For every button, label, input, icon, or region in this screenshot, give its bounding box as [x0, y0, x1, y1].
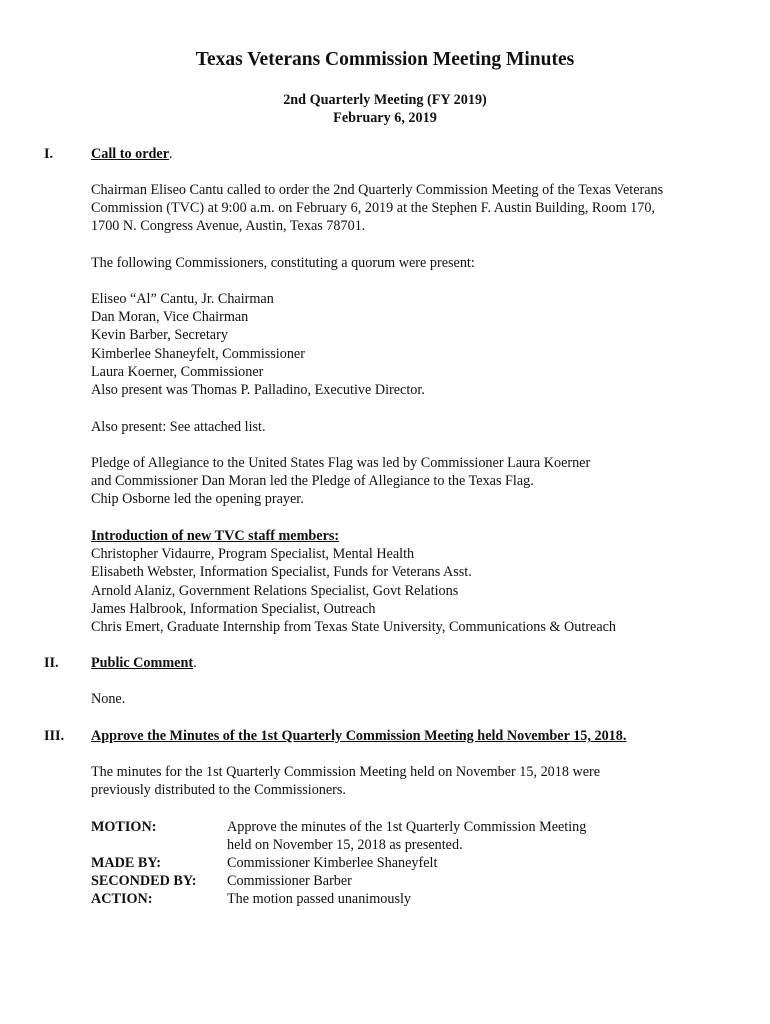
staff-item: James Halbrook, Information Specialist, Outreach: [91, 600, 376, 617]
meeting-subtitle: 2nd Quarterly Meeting (FY 2019): [283, 92, 487, 108]
paragraph-line: Pledge of Allegiance to the United States Flag was led by Commissioner Laura Koerner: [91, 455, 591, 471]
action-label: ACTION:: [91, 891, 153, 907]
staff-item: Elisabeth Webster, Information Specialist, Funds for Veterans Asst.: [91, 564, 472, 581]
made-by-label: MADE BY:: [91, 855, 162, 871]
pledge-paragraph: [91, 454, 741, 509]
motion-line: Approve the minutes of the 1st Quarterly Commission Meeting: [227, 819, 587, 835]
document-title: Texas Veterans Commission Meeting Minutes: [195, 49, 575, 70]
section-2-heading-text: Public Comment: [91, 655, 194, 671]
section-3-number: III.: [44, 728, 65, 744]
seconded-by-value: Commissioner Barber: [227, 873, 352, 889]
commissioner-item: Eliseo “Al” Cantu, Jr. Chairman: [91, 291, 274, 307]
section-1-heading-text: Call to order: [91, 146, 170, 162]
staff-item: Chris Emert, Graduate Internship from Texas State University, Communications & Outreach: [91, 619, 617, 636]
paragraph-line: and Commissioner Dan Moran led the Pledge of Allegiance to the Texas Flag.: [91, 473, 534, 490]
paragraph-line: Chip Osborne led the opening prayer.: [91, 491, 304, 508]
meeting-date: February 6, 2019: [333, 110, 437, 126]
action-value: The motion passed unanimously: [227, 891, 412, 907]
paragraph-line: previously distributed to the Commissioners.: [91, 782, 346, 799]
section-2-heading-punct: .: [193, 655, 197, 671]
commissioner-item: Laura Koerner, Commissioner: [91, 363, 264, 380]
motion-text: [227, 818, 667, 854]
motion-line: held on November 15, 2018 as presented.: [227, 837, 463, 854]
also-present-note: Also present: See attached list.: [91, 419, 266, 435]
commissioner-list: [91, 290, 741, 399]
public-comment-body: None.: [91, 691, 126, 707]
staff-item: Arnold Alaniz, Government Relations Specialist, Govt Relations: [91, 582, 459, 599]
staff-item: Christopher Vidaurre, Program Specialist, Mental Health: [91, 546, 415, 563]
commissioner-item: Also present was Thomas P. Palladino, Executive Director.: [91, 382, 425, 399]
quorum-statement: The following Commissioners, constituting a quorum were present:: [91, 255, 475, 271]
minutes-distribution-paragraph: [91, 763, 741, 799]
paragraph-line: 1700 N. Congress Avenue, Austin, Texas 78701.: [91, 218, 366, 235]
section-2-number: II.: [44, 655, 59, 671]
seconded-by-label: SECONDED BY:: [91, 873, 197, 889]
section-1-heading: [91, 145, 173, 163]
paragraph-line: Commission (TVC) at 9:00 a.m. on February 6, 2019 at the Stephen F. Austin Building, Room 170,: [91, 200, 655, 217]
section-1-heading-punct: .: [169, 146, 173, 162]
section-2-heading: [91, 654, 197, 672]
commissioner-item: Kevin Barber, Secretary: [91, 327, 228, 344]
made-by-value: Commissioner Kimberlee Shaneyfelt: [227, 855, 438, 871]
call-to-order-paragraph: [91, 181, 741, 236]
paragraph-line: Chairman Eliseo Cantu called to order the 2nd Quarterly Commission Meeting of the Texas Veterans: [91, 182, 664, 198]
commissioner-item: Dan Moran, Vice Chairman: [91, 309, 249, 326]
staff-intro-heading: Introduction of new TVC staff members:: [91, 528, 340, 544]
section-3-heading: Approve the Minutes of the 1st Quarterly Commission Meeting held November 15, 2018.: [91, 728, 627, 744]
commissioner-item: Kimberlee Shaneyfelt, Commissioner: [91, 345, 305, 362]
section-1-number: I.: [44, 146, 54, 162]
staff-introduction: [91, 527, 741, 636]
paragraph-line: The minutes for the 1st Quarterly Commission Meeting held on November 15, 2018 were: [91, 764, 601, 780]
motion-label: MOTION:: [91, 819, 157, 835]
